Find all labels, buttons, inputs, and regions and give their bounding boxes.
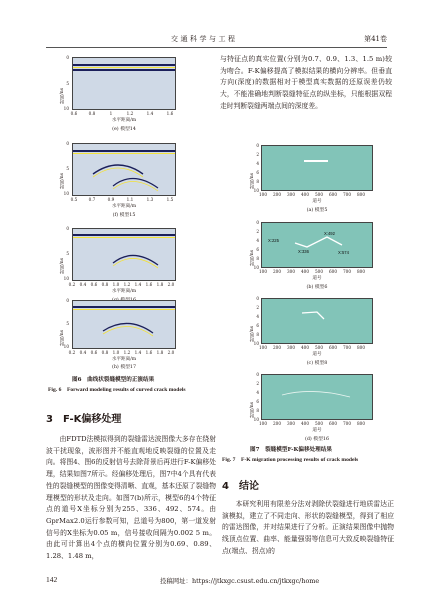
y-tick: 8 xyxy=(256,332,259,337)
y-tick: 5 xyxy=(66,321,69,326)
y-tick: 0 xyxy=(256,220,259,225)
x-axis-label: 水平距离/m xyxy=(111,204,137,209)
x-tick: 300 xyxy=(287,345,295,350)
x-tick: 0.6 xyxy=(90,282,98,287)
gpr-plot xyxy=(72,143,176,196)
y-tick: 6 xyxy=(256,247,259,252)
fk-plot xyxy=(261,298,373,344)
panel-caption: (d) 模型16 xyxy=(304,437,330,442)
gpr-plot xyxy=(72,57,176,110)
x-tick: 0.7 xyxy=(88,197,96,202)
y-tick: 2 xyxy=(256,152,259,157)
x-tick: 0.8 xyxy=(101,350,109,355)
y-axis-label: 时间/ns xyxy=(250,325,255,342)
header-rule xyxy=(46,47,387,48)
figure-6-panel-e xyxy=(46,54,214,134)
x-tick: 1.6 xyxy=(145,350,153,355)
x-tick: 0.2 xyxy=(68,350,76,355)
x-tick: 2.0 xyxy=(167,350,175,355)
y-tick: 5 xyxy=(66,251,69,256)
x-tick: 1.6 xyxy=(145,282,153,287)
gpr-plot xyxy=(72,300,176,349)
y-tick: 4 xyxy=(256,238,259,243)
x-tick: 1.4 xyxy=(134,350,142,355)
y-tick: 8 xyxy=(256,256,259,261)
feature-point-label: X:225 xyxy=(268,238,279,243)
x-tick: 100 xyxy=(259,345,267,350)
x-tick: 700 xyxy=(343,192,351,197)
x-tick: 0.5 xyxy=(70,197,78,202)
x-tick: 200 xyxy=(273,421,281,426)
figure-6-panel-f xyxy=(46,139,214,221)
figure-7-panel-c xyxy=(250,296,390,368)
y-tick: 0 xyxy=(66,55,69,60)
y-tick: 2 xyxy=(256,229,259,234)
y-tick: 10 xyxy=(63,344,69,349)
migrated-crack-trace xyxy=(262,375,373,420)
x-tick: 0.8 xyxy=(101,282,109,287)
y-tick: 5 xyxy=(66,81,69,86)
y-tick: 4 xyxy=(256,161,259,166)
y-axis-label: 时间/ns xyxy=(60,87,65,104)
figure-7-panel-d xyxy=(250,372,390,444)
y-tick: 5 xyxy=(66,166,69,171)
x-tick: 200 xyxy=(273,269,281,274)
y-tick: 2 xyxy=(256,305,259,310)
panel-caption: (e) 模型14 xyxy=(112,127,136,132)
x-tick: 0.2 xyxy=(68,282,76,287)
x-tick: 200 xyxy=(273,192,281,197)
migrated-crack-trace xyxy=(262,299,373,344)
x-tick: 700 xyxy=(343,269,351,274)
x-tick: 100 xyxy=(259,269,267,274)
x-tick: 0.4 xyxy=(79,282,87,287)
y-axis-label: 时间/ns xyxy=(250,401,255,418)
y-tick: 8 xyxy=(256,408,259,413)
y-tick: 4 xyxy=(256,390,259,395)
y-tick: 8 xyxy=(256,179,259,184)
fk-plot xyxy=(261,222,373,268)
x-axis-label: 道号 xyxy=(312,428,322,433)
section-3-paragraph: 由FDTD法模拟得到的裂缝雷达波图像大多存在绕射波干扰现象，波形图并不能直观地反映裂缝的位置及走向。将图4、图6的反射信号去除背景后再进行F-K偏移处理，结果如图7所示。经偏移处理后，图7中4个具有代表性的裂缝模型的图像变得清晰、直观，基本还原了裂缝物理模型的形状及走向。如图7(b)所示，模型6的4个特征点的道号X坐标分别为255、336、492、574。由GprMax2.0运行参数可知，总道号为800，第一道发射信号的X坐标为0.05 m，信号接收间隔为0.002 5 m。由此可计算出4个点的横向位置分别为0.69、0.89、1.28、1.48 m， xyxy=(46,435,216,561)
running-head xyxy=(46,34,387,46)
volume-number: 第41卷 xyxy=(364,35,387,43)
y-tick: 10 xyxy=(63,106,69,111)
x-axis-label: 道号 xyxy=(312,352,322,357)
x-tick: 800 xyxy=(357,421,365,426)
x-tick: 1.4 xyxy=(146,111,154,116)
x-tick: 1.5 xyxy=(166,197,174,202)
x-tick: 1.2 xyxy=(126,111,134,116)
x-tick: 500 xyxy=(315,421,323,426)
x-tick: 400 xyxy=(301,192,309,197)
x-tick: 500 xyxy=(315,269,323,274)
x-tick: 300 xyxy=(287,192,295,197)
y-tick: 10 xyxy=(63,191,69,196)
panel-caption: (c) 模型8 xyxy=(306,361,328,366)
figure-6-caption-en: Fig. 6 Forward modeling results of curved crack models xyxy=(48,387,186,393)
x-tick: 600 xyxy=(329,192,337,197)
figure-7-caption-cn: 图7 裂缝模型F-K偏移处理结果 xyxy=(250,447,332,453)
y-tick: 10 xyxy=(253,265,259,270)
x-tick: 1.6 xyxy=(166,111,174,116)
y-tick: 6 xyxy=(256,399,259,404)
figure-7-panel-a xyxy=(250,143,390,215)
x-tick: 600 xyxy=(329,345,337,350)
x-tick: 600 xyxy=(329,421,337,426)
x-tick: 1 xyxy=(109,111,113,116)
migrated-crack-trace xyxy=(262,223,373,268)
x-tick: 1.8 xyxy=(156,350,164,355)
section-4-title: 4 结论 xyxy=(222,481,259,492)
section-3-title: 3 F-K偏移处理 xyxy=(46,414,122,425)
x-axis-label: 水平距离/m xyxy=(111,118,137,123)
x-tick: 300 xyxy=(287,269,295,274)
figure-7-caption-en: Fig. 7 F-K migration processing results of crack models xyxy=(222,457,359,463)
x-tick: 800 xyxy=(357,192,365,197)
x-tick: 0.4 xyxy=(79,350,87,355)
x-tick: 500 xyxy=(315,345,323,350)
panel-caption: (h) 模型17 xyxy=(111,365,137,370)
y-axis-label: 时间/ns xyxy=(250,249,255,266)
y-tick: 0 xyxy=(256,372,259,377)
feature-point-label: X:336 xyxy=(298,249,309,254)
x-tick: 2.0 xyxy=(167,282,175,287)
panel-caption: (b) 模型6 xyxy=(306,285,328,290)
x-tick: 400 xyxy=(301,421,309,426)
continued-paragraph: 与特征点的真实位置(分别为0.7、0.9、1.3、1.5 m)较为吻合。F-K偏移提高了模拟结果的横向分辨率。但垂直方向(深度)的数据相对于模型真实数据的还原误差仍较大，不能准确地判断裂缝特征点的纵坐标，只能根据双程走时判断裂缝两端点间的深度差。 xyxy=(220,55,392,110)
x-tick: 400 xyxy=(301,345,309,350)
gpr-plot xyxy=(72,228,176,281)
x-tick: 700 xyxy=(343,421,351,426)
x-tick: 0.8 xyxy=(88,111,96,116)
fk-plot xyxy=(261,145,373,191)
y-axis-label: 时间/ns xyxy=(60,329,65,346)
x-axis-label: 水平距离/m xyxy=(111,289,137,294)
hyperbola-reflections xyxy=(73,229,176,281)
figure-6-panel-h xyxy=(46,296,214,376)
y-axis-label: 时间/ns xyxy=(250,172,255,189)
y-tick: 10 xyxy=(253,417,259,422)
y-tick: 10 xyxy=(63,276,69,281)
x-tick: 1.0 xyxy=(112,282,120,287)
x-tick: 1.1 xyxy=(126,197,134,202)
x-tick: 1.4 xyxy=(134,282,142,287)
feature-point-label: X:574 xyxy=(338,250,349,255)
y-tick: 0 xyxy=(66,226,69,231)
figure-6-caption-cn: 图6 曲线状裂缝模型的正演结果 xyxy=(72,377,155,383)
panel-caption: (f) 模型15 xyxy=(112,213,136,218)
y-tick: 0 xyxy=(66,298,69,303)
x-tick: 800 xyxy=(357,269,365,274)
figure-7-panel-b xyxy=(250,220,390,292)
y-tick: 10 xyxy=(253,341,259,346)
y-tick: 6 xyxy=(256,323,259,328)
x-axis-label: 道号 xyxy=(312,199,322,204)
panel-caption: (a) 模型5 xyxy=(306,208,328,213)
x-tick: 0.6 xyxy=(70,111,78,116)
hyperbola-reflections xyxy=(73,301,176,349)
x-tick: 1.2 xyxy=(123,350,131,355)
x-axis-label: 水平距离/m xyxy=(111,357,137,362)
y-tick: 0 xyxy=(66,141,69,146)
x-tick: 100 xyxy=(259,421,267,426)
x-tick: 400 xyxy=(301,269,309,274)
x-tick: 200 xyxy=(273,345,281,350)
feature-point-label: X:492 xyxy=(324,231,335,236)
y-tick: 2 xyxy=(256,381,259,386)
x-tick: 0.6 xyxy=(90,350,98,355)
x-tick: 800 xyxy=(357,345,365,350)
y-tick: 0 xyxy=(256,143,259,148)
x-tick: 1.8 xyxy=(156,282,164,287)
journal-name: 交通科学与工程 xyxy=(171,35,238,43)
y-tick: 4 xyxy=(256,314,259,319)
submission-url: 投稿网址：https://jtkxgc.csust.edu.cn/jtkxgc/home xyxy=(160,577,320,585)
y-tick: 0 xyxy=(256,296,259,301)
x-axis-label: 道号 xyxy=(312,276,322,281)
y-tick: 6 xyxy=(256,170,259,175)
x-tick: 100 xyxy=(259,192,267,197)
x-tick: 1.2 xyxy=(123,282,131,287)
y-axis-label: 时间/ns xyxy=(60,172,65,189)
x-tick: 1.0 xyxy=(112,350,120,355)
fk-plot xyxy=(261,374,373,420)
page-number: 142 xyxy=(46,575,58,584)
x-tick: 1.3 xyxy=(146,197,154,202)
y-axis-label: 时间/ns xyxy=(60,257,65,274)
x-tick: 500 xyxy=(315,192,323,197)
section-4-paragraph: 本研究利用有限差分法对剥除伏裂缝进行地质雷达正演模拟，建立了不同走向、形状的裂缝模型，得到了相应的雷达图像，并对结果进行了分析。正演结果图像中抛物线顶点位置、曲率、能量强弱等信息可大致反映裂缝特征点(端点、拐点)的 xyxy=(222,500,394,555)
x-tick: 700 xyxy=(343,345,351,350)
hyperbola-reflections xyxy=(73,144,176,196)
x-tick: 300 xyxy=(287,421,295,426)
y-tick: 10 xyxy=(253,188,259,193)
x-tick: 600 xyxy=(329,269,337,274)
x-tick: 0.9 xyxy=(107,197,115,202)
